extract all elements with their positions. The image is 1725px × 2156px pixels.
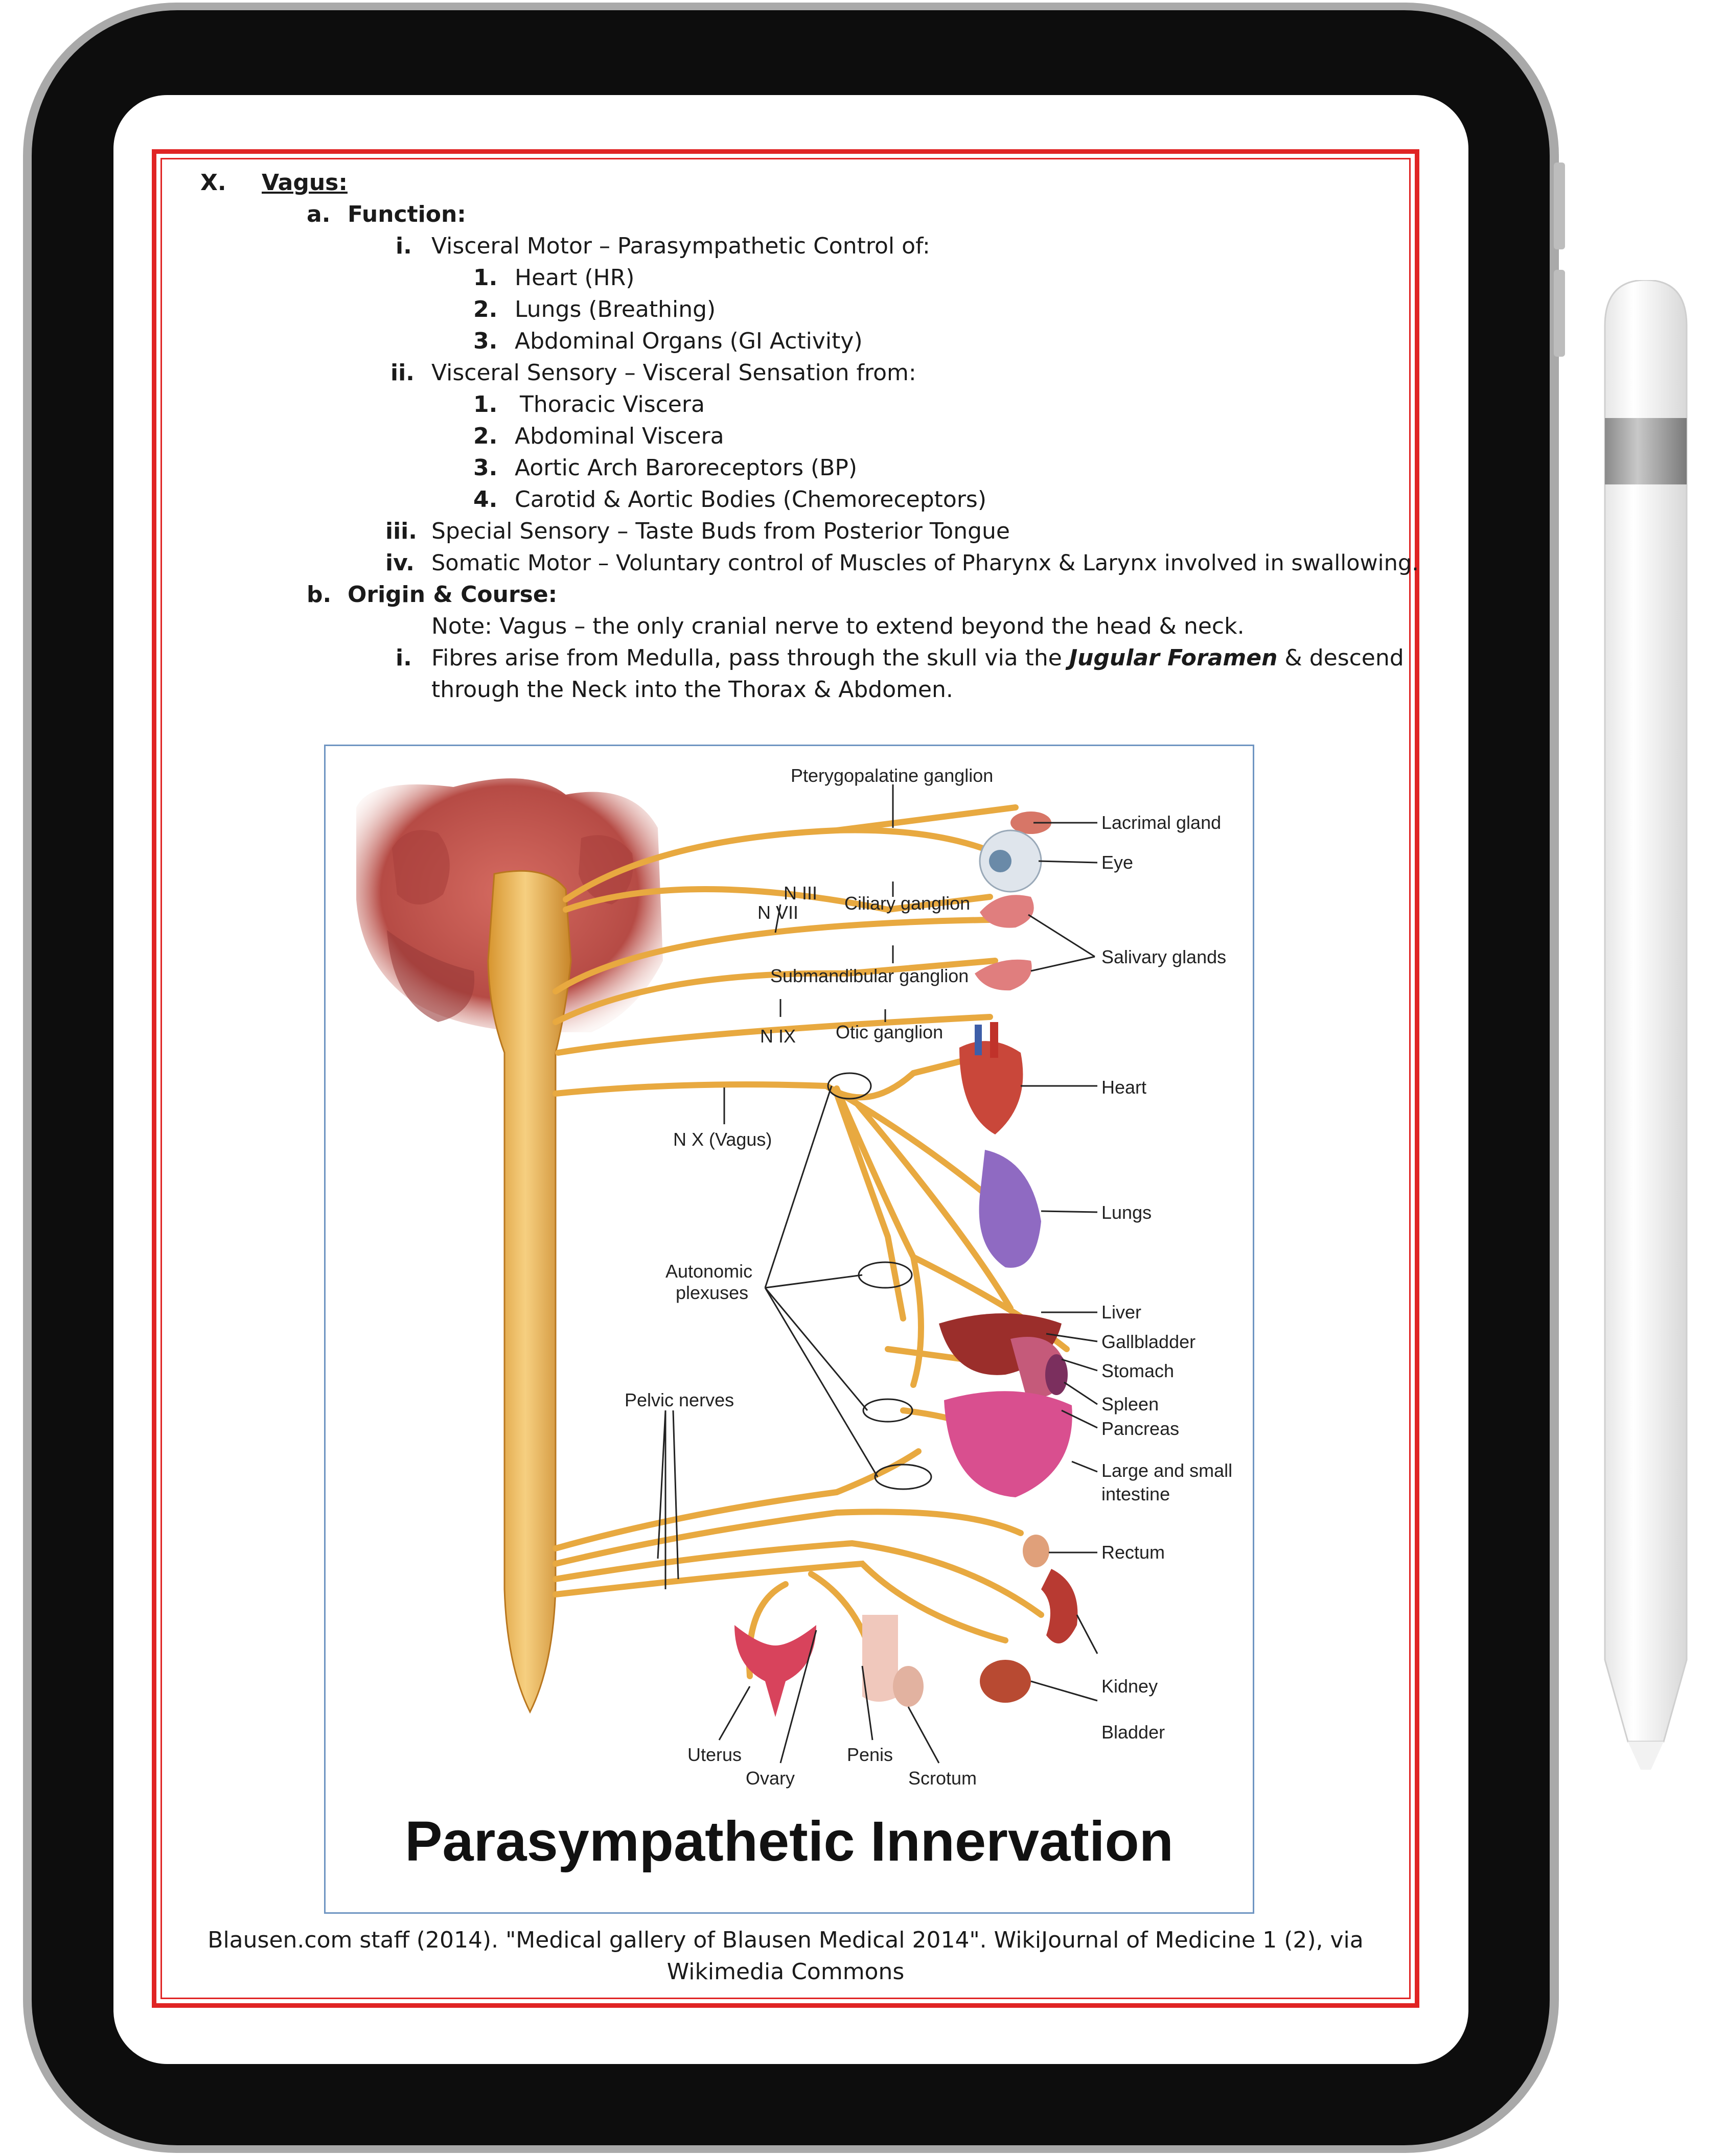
function-letter: a.	[307, 201, 331, 227]
bladder-illustration	[980, 1660, 1031, 1703]
section-title: Vagus:	[262, 170, 348, 196]
label-autonomic-plexuses-line1: Autonomic	[665, 1261, 753, 1282]
figure-title: Parasympathetic Innervation	[405, 1810, 1174, 1873]
function-item-text: Special Sensory – Taste Buds from Posterior Tongue	[431, 518, 1010, 544]
intestine-illustration	[944, 1391, 1072, 1497]
label-penis: Penis	[847, 1744, 893, 1765]
rectum-illustration	[1023, 1535, 1049, 1567]
sub-item-number: 1.	[473, 391, 498, 418]
sub-item-text: Aortic Arch Baroreceptors (BP)	[515, 455, 858, 481]
origin-note: Note: Vagus – the only cranial nerve to extend beyond the head & neck.	[431, 613, 1245, 639]
origin-item-text	[431, 643, 1404, 674]
label-vagus-nerve: N X (Vagus)	[673, 1129, 772, 1150]
label-spleen: Spleen	[1101, 1394, 1159, 1415]
sub-item-text: Carotid & Aortic Bodies (Chemoreceptors)	[515, 486, 987, 513]
penis-illustration	[862, 1615, 898, 1702]
label-ovary: Ovary	[746, 1768, 795, 1789]
function-item-numeral: i.	[396, 233, 412, 259]
figure-citation: Blausen.com staff (2014). "Medical gallery of Blausen Medical 2014". WikiJournal of Medicine 1 (2), via Wikimedia Commons	[208, 1927, 1364, 1985]
sub-item-number: 3.	[473, 328, 498, 354]
origin-item-text-c: & descend	[1277, 645, 1404, 671]
origin-item-text-continued: through the Neck into the Thorax & Abdomen.	[431, 677, 953, 703]
function-item-text: Visceral Motor – Parasympathetic Control of:	[431, 233, 930, 259]
sub-item-number: 2.	[473, 296, 498, 322]
label-bladder: Bladder	[1101, 1722, 1165, 1743]
label-submandibular-ganglion: Submandibular ganglion	[770, 965, 969, 986]
label-intestine-line2: intestine	[1101, 1483, 1170, 1504]
scrotum-illustration	[893, 1666, 924, 1707]
sub-item-text: Heart (HR)	[515, 265, 635, 291]
label-lacrimal-gland: Lacrimal gland	[1101, 812, 1222, 833]
innervation-diagram	[326, 746, 1253, 1912]
kidney-illustration	[1041, 1569, 1077, 1643]
sub-item-number: 1.	[473, 265, 498, 291]
sub-item-text: Lungs (Breathing)	[515, 296, 716, 322]
label-ciliary-ganglion: Ciliary ganglion	[844, 893, 971, 914]
label-n-ix: N IX	[760, 1026, 796, 1047]
origin-item-text-a: Fibres arise from Medulla, pass through the skull via the	[431, 645, 1069, 671]
label-pancreas: Pancreas	[1101, 1418, 1180, 1439]
label-lungs: Lungs	[1101, 1202, 1152, 1223]
origin-item-numeral: i.	[396, 645, 412, 671]
spinal-cord-illustration	[488, 871, 571, 1712]
lungs-illustration	[979, 1150, 1041, 1268]
sub-item-text: Abdominal Viscera	[515, 423, 724, 449]
label-uterus: Uterus	[687, 1744, 742, 1765]
sub-item-number: 2.	[473, 423, 498, 449]
label-kidney: Kidney	[1101, 1676, 1158, 1697]
tablet-screen	[113, 95, 1468, 2064]
label-salivary-glands: Salivary glands	[1101, 946, 1227, 967]
label-intestine-line1: Large and small	[1101, 1460, 1233, 1481]
function-label: Function:	[348, 201, 466, 227]
origin-letter: b.	[307, 582, 332, 608]
label-autonomic-plexuses-line2: plexuses	[676, 1282, 749, 1303]
label-rectum: Rectum	[1101, 1542, 1165, 1563]
label-stomach: Stomach	[1101, 1360, 1175, 1381]
sub-item-text: Abdominal Organs (GI Activity)	[515, 328, 863, 354]
volume-up-button[interactable]	[1554, 163, 1565, 249]
stylus-pencil[interactable]	[1602, 280, 1689, 1772]
label-n-vii: N VII	[757, 902, 799, 923]
label-gallbladder: Gallbladder	[1101, 1331, 1196, 1352]
label-otic-ganglion: Otic ganglion	[836, 1022, 944, 1042]
parasympathetic-figure	[324, 745, 1254, 1914]
volume-down-button[interactable]	[1554, 270, 1565, 357]
label-n-iii: N III	[784, 883, 818, 903]
label-eye: Eye	[1101, 852, 1134, 873]
section-number: X.	[200, 170, 226, 196]
sub-item-number: 4.	[473, 486, 498, 513]
function-item-numeral: iii.	[385, 518, 417, 544]
label-pterygopalatine-ganglion: Pterygopalatine ganglion	[791, 765, 994, 786]
function-item-numeral: iv.	[385, 550, 415, 576]
sub-item-number: 3.	[473, 455, 498, 481]
jugular-foramen-term: Jugular Foramen	[1069, 645, 1278, 671]
label-heart: Heart	[1101, 1077, 1147, 1098]
function-item-numeral: ii.	[390, 360, 415, 386]
sub-item-text: Thoracic Viscera	[520, 391, 705, 418]
label-liver: Liver	[1101, 1302, 1142, 1323]
label-pelvic-nerves: Pelvic nerves	[625, 1389, 734, 1410]
function-item-text: Somatic Motor – Voluntary control of Muscles of Pharynx & Larynx involved in swallowing.	[431, 550, 1419, 576]
origin-label: Origin & Course:	[348, 582, 558, 608]
function-item-text: Visceral Sensory – Visceral Sensation from:	[431, 360, 916, 386]
label-scrotum: Scrotum	[908, 1768, 977, 1789]
